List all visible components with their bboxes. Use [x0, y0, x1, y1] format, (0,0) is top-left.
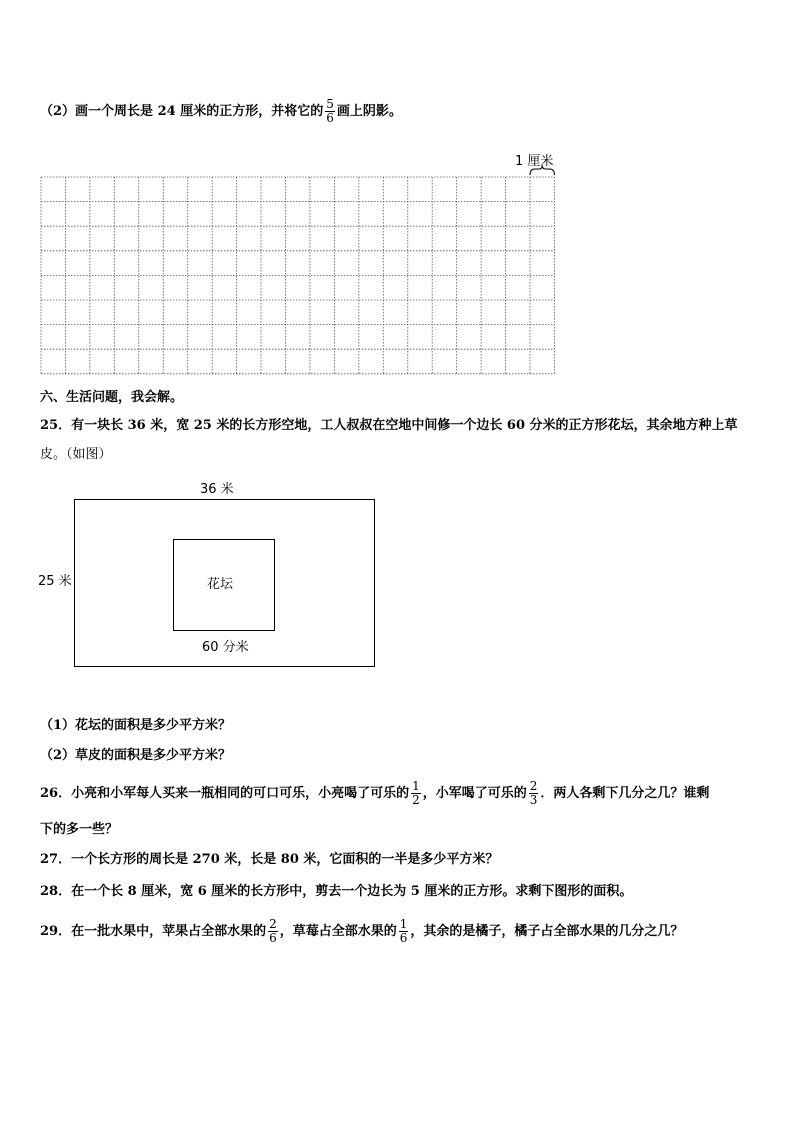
fraction-numerator: 2 — [269, 917, 277, 931]
q29-part1: 29．在一批水果中，苹果占全部水果的 — [40, 924, 267, 939]
fraction-numerator: 1 — [399, 917, 408, 931]
section6-title: 六、生活问题，我会解。 — [40, 390, 184, 405]
unit-brace — [530, 165, 554, 175]
q29-line — [40, 918, 683, 945]
q26-line2: 下的多一些？ — [40, 822, 119, 837]
q24-part2-prefix: （2）画一个周长是 24 厘米的正方形，并将它的 — [40, 104, 324, 119]
q26-line1 — [40, 780, 709, 807]
figure-left-label: 25 米 — [38, 574, 72, 589]
fraction — [399, 918, 409, 945]
fraction — [529, 780, 539, 807]
q25-line1: 25．有一块长 36 米，宽 25 米的长方形空地，工人叔叔在空地中间修一个边长 60 分米的正方形花坛，其余地方种上草 — [40, 418, 738, 433]
flowerbed-label: 花坛 — [207, 577, 234, 592]
q26-part1: 26．小亮和小军每人买来一瓶相同的可口可乐，小亮喝了可乐的 — [40, 786, 410, 801]
flowerbed-side-label: 60 分米 — [202, 640, 249, 655]
fraction-numerator: 1 — [412, 779, 420, 793]
fraction-numerator: 5 — [326, 97, 334, 111]
fraction-denominator: 2 — [412, 793, 420, 807]
figure-top-label: 36 米 — [200, 482, 234, 497]
fraction-denominator: 6 — [399, 931, 408, 945]
fraction — [268, 918, 278, 945]
q25-line2: 皮。（如图） — [40, 447, 112, 462]
q26-part2: ，小军喝了可乐的 — [422, 786, 527, 801]
fraction-denominator: 6 — [326, 111, 334, 125]
grid-unit-label: 1 厘米 — [515, 154, 554, 169]
q29-part2: ，草莓占全部水果的 — [279, 924, 397, 939]
fraction-numerator: 2 — [529, 779, 538, 793]
fraction-denominator: 6 — [269, 931, 277, 945]
q25-sub2: （2）草皮的面积是多少平方米？ — [40, 748, 232, 763]
q24-part2-suffix: 画上阴影。 — [336, 104, 402, 119]
q26-part3: ．两人各剩下几分之几？谁剩 — [540, 786, 710, 801]
dotted-grid — [0, 0, 794, 400]
fraction — [411, 780, 421, 807]
q28-text: 28．在一个长 8 厘米，宽 6 厘米的长方形中，剪去一个边长为 5 厘米的正方形。求剩下图形的面积。 — [40, 884, 633, 899]
fraction-denominator: 3 — [529, 793, 538, 807]
q25-sub1: （1）花坛的面积是多少平方米？ — [40, 718, 232, 733]
q27-text: 27．一个长方形的周长是 270 米，长是 80 米，它面积的一半是多少平方米？ — [40, 852, 499, 867]
q29-part3: ，其余的是橘子，橘子占全部水果的几分之几？ — [410, 924, 684, 939]
